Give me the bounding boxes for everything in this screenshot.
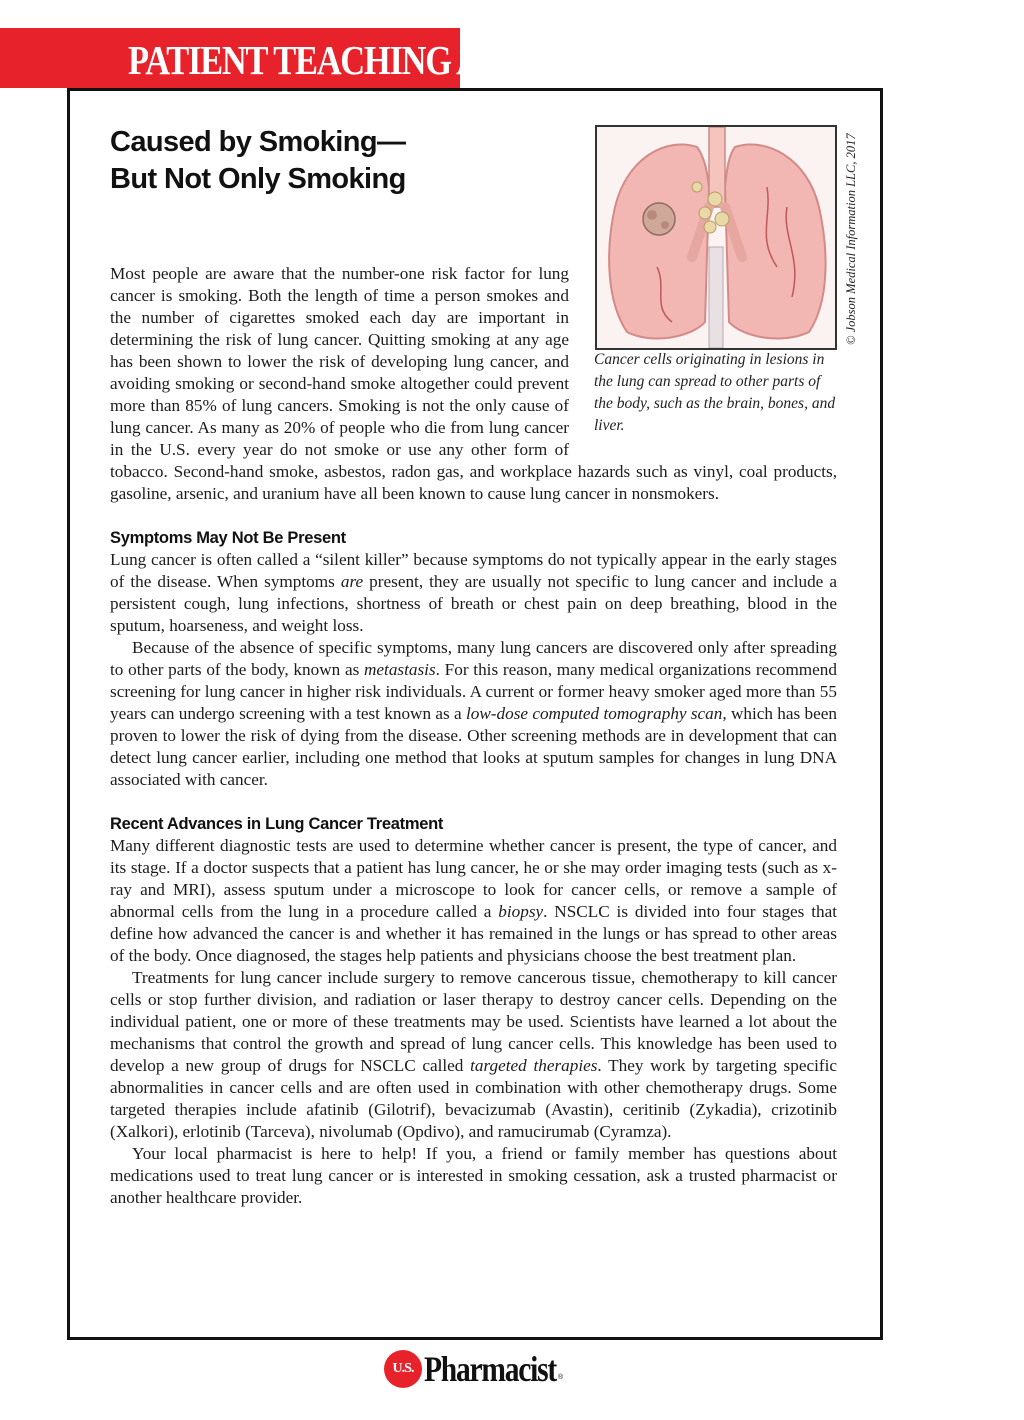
treatment-paragraph-3: Your local pharmacist is here to help! If you, a friend or family member has questions about medications used to treat lung cancer or is interested in smoking cessation, ask a trusted pharmacist or another healthcare provider. <box>110 1144 837 1207</box>
treatment-heading: Recent Advances in Lung Cancer Treatment <box>110 815 444 833</box>
banner-title: PATIENT TEACHING AID <box>128 37 516 83</box>
symptoms-paragraph-1: Lung cancer is often called a “silent killer” because symptoms do not typically appear in the early stages of the disease. When symptoms are present, they are usually not specific to lung cancer and include a persistent cough, lung infections, shortness of breath or chest pain on deep breathing, blood in the sputum, hoarseness, and weight loss. <box>110 550 837 635</box>
treatment-paragraph-1: Many different diagnostic tests are used to determine whether cancer is present, the type of cancer, and its stage. If a doctor suspects that a patient has lung cancer, he or she may order imaging tests (such as x-ray and MRI), assess sputum under a microscope to look for cancer cells, or remove a sample of abnormal cells from the lung in a procedure called a biopsy. NSCLC is divided into four stages that define how advanced the cancer is and whether it has remained in the lungs or has spread to other areas of the body. Once diagnosed, the stages help patients and physicians choose the best treatment plan. <box>110 836 837 965</box>
image-credit: © Jobson Medical Information LLC, 2017 <box>844 133 858 345</box>
article-body <box>110 263 837 1209</box>
intro-paragraph: Most people are aware that the number-one risk factor for lung cancer is smoking. Both the length of time a person smokes and the number of cigarettes smoked each day are important in determining the risk of lung cancer. Quitting smoking at any age has been shown to lower the risk of developing lung cancer, and avoiding smoking or second-hand smoke altogether could prevent more than 85% of lung cancers. Smoking is not the only cause of lung cancer. As many as 20% of people who die from lung cancer in the U.S. every year do not smoke or use any other form of tobacco. Second-hand smoke, asbestos, radon gas, and workplace hazards such as vinyl, coal products, gasoline, arsenic, and uranium have all been known to cause lung cancer in nonsmokers. <box>110 264 837 503</box>
logo-trademark: ® <box>558 1374 564 1381</box>
symptoms-heading: Symptoms May Not Be Present <box>110 529 346 547</box>
figure-wrap-space <box>569 263 837 461</box>
symptoms-paragraph-2: Because of the absence of specific symptoms, many lung cancers are discovered only after spreading to other parts of the body, known as metastasis. For this reason, many medical organizations recommend screening for lung cancer in higher risk individuals. A current or former heavy smoker aged more than 55 years can undergo screening with a test known as a low-dose computed tomography scan, which has been proven to lower the risk of dying from the disease. Other screening methods are in development that can detect lung cancer earlier, including one method that looks at sputum samples for changes in lung DNA associated with cancer. <box>110 638 837 789</box>
title-line-1: Caused by Smoking— <box>110 126 406 158</box>
title-line-2: But Not Only Smoking <box>110 163 406 195</box>
treatment-paragraph-2: Treatments for lung cancer include surgery to remove cancerous tissue, chemotherapy to kill cancer cells or stop further division, and radiation or laser therapy to destroy cancer cells. Depending on the individual patient, one or more of these treatments may be used. Scientists have learned a lot about the mechanisms that control the growth and spread of lung cancer cells. This knowledge has been used to develop a new group of drugs for NSCLC called targeted therapies. They work by targeting specific abnormalities in cancer cells and are often used in combination with other chemotherapy drugs. Some targeted therapies include afatinib (Gilotrif), bevacizumab (Avastin), ceritinib (Zykadia), crizotinib (Xalkori), erlotinib (Tarceva), nivolumab (Opdivo), and ramucirumab (Cyramza). <box>110 968 837 1141</box>
logo-badge: U.S. <box>384 1350 422 1388</box>
article-title <box>110 124 530 198</box>
us-pharmacist-logo <box>384 1346 644 1396</box>
figure-caption: Cancer cells originating in lesions in the lung can spread to other parts of the body, such as the brain, bones, and liver. <box>594 351 836 434</box>
logo-wordmark: Pharmacist <box>424 1349 556 1389</box>
